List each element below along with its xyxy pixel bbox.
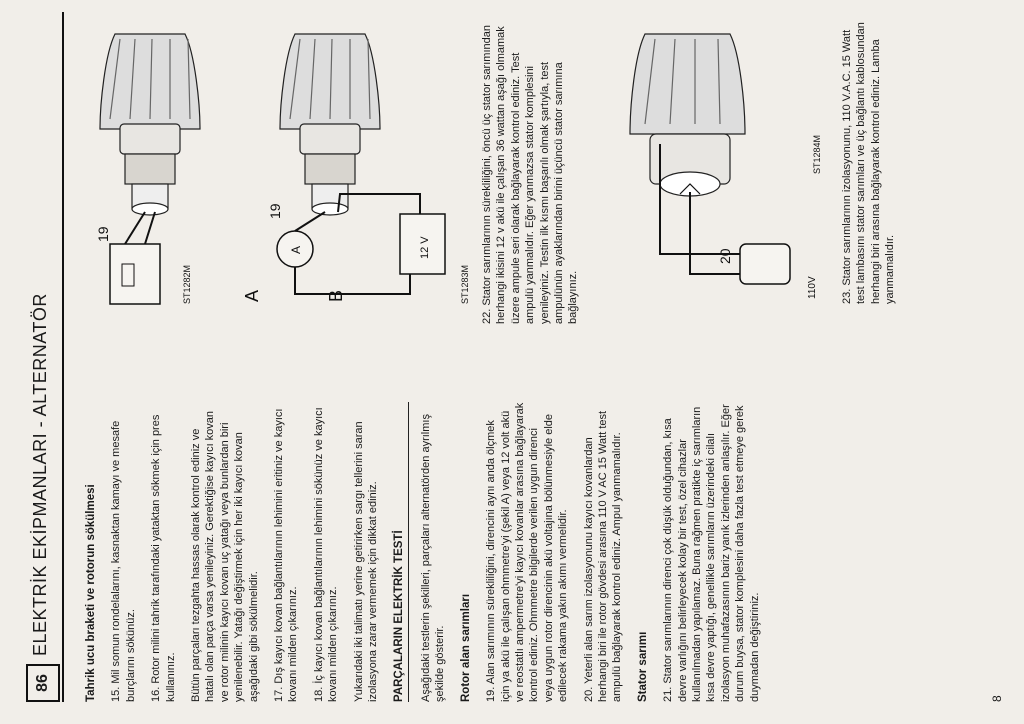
step-23: 23. Stator sarımlarının izolasyonunu, 110 V.A.C. 15 Watt test lambasını stator sarımları ve üç bağlantı kablosundan herhangi biri arasına bağlayarak kontrol ediniz. Lamba yanmamalıdır. xyxy=(841,22,897,304)
header-rule xyxy=(62,12,64,702)
section-heading-removal: Tahrik ucu braketi ve rotorun sökülmesi xyxy=(85,484,97,702)
ammeter-label: A xyxy=(289,245,303,254)
step-22: 22. Stator sarımlarının sürekliliğini, öncü üç stator sarımından herhangi ikisini 12 v akü ile çalışan 36 wattan aşağı olmamak üzere ampule seri olarak bağlayarak kontrol ediniz. Test ampulü yanmalıdır. Eğer yanmazsa stator komplesini yenileyiniz. Testin ilk kısmı başarılı olmak şartıyla, test ampulünün ayaklarından birini üçüncü stator sarımına bağlayınız. xyxy=(481,25,580,324)
figure-b-ammeter-test xyxy=(267,14,480,304)
figure-c-insulation-test xyxy=(620,14,830,304)
test-lamp-icon xyxy=(740,244,790,284)
text-column-right-bottom xyxy=(840,14,909,304)
figure-c-callout: 20 xyxy=(717,248,733,264)
section-heading-electrical-test: PARÇALARIN ELEKTRİK TESTİ xyxy=(392,530,405,702)
figure-b-callout: 19 xyxy=(267,203,283,219)
step-19: 19. Alan sarımının sürekliliğini, direncini aynı anda ölçmek için ya akü ile çalışan ohmmetre'yi (şekil A) veya 12 volt akü ve reostatlı ampermetre'yi kayıcı kovanlar arasına bağlayarak kontrol ediniz. Ohmmetre bilgilerde verilen uygun direnci veya uygun rotor direncinin akü voltajına bölünmesiyle elde edilecek rakama yakın akımı vermelidir. xyxy=(485,402,570,702)
text-column-left xyxy=(84,402,773,702)
figure-b-letter: B xyxy=(326,289,346,302)
section-heading-stator: Stator sarımı xyxy=(636,631,649,702)
ohmmeter-icon xyxy=(110,244,160,304)
step-20: 20. Yeterli alan sarım izolasyonunu kayıcı kovanlardan herhangi biri ile rotor gövdesi arasına 110 V AC 15 Watt test ampulü bağlayarak kontrol ediniz. Ampul yanmamalıdır. xyxy=(582,410,624,702)
text-column-right xyxy=(480,14,592,324)
paragraph-figures-note: Aşağıdaki testlerin şekilleri, parçaları alternatörden ayrılmış şekilde gösterir. xyxy=(419,414,447,702)
section-rule xyxy=(408,402,409,702)
page-header xyxy=(22,12,74,702)
paragraph-inspection: Bütün parçaları tezgahta hassas olarak kontrol ediniz ve hatalı olan parça varsa yenileyiniz. Gerektiğise kayıcı kovan ve rotor milinin kayıcı kovan uç yatağı veya bunlardan biri yenilenebilir. Yatağı değiştirmek için her iki kayıcı kovan aşağıdaki gibi sökülmelidir. xyxy=(190,410,260,702)
step-21: 21. Stator sarımlarının direnci çok düşük olduğundan, kısa devre varlığını belirleyecek kolay bir test, özel cihazlar kullanılmadan yapılamaz. Buna rağmen pratikte iç sarımların kısa devre yaptığı, genellikle sarımların üzerindeki cilalı izolasyon muhafazasının bariz yanık izlerinden anlaşılır. Eğer durum buysa, stator komplesini daha fazla test etmeye gerek duymadan değiştiriniz. xyxy=(662,404,761,702)
figure-a-callout: 19 xyxy=(95,226,111,242)
paragraph-caution: Yukarıdaki iki talimatı yerine getirirken sargı tellerini saran izolasyona zarar vermemek için dikkat ediniz. xyxy=(352,421,380,702)
step-15: 15. Mil somun rondelalarını, kasnaktan kamayı ve mesafe burçlarını sökünüz. xyxy=(110,420,137,702)
figure-a-letter: A xyxy=(242,289,262,302)
battery-label: 12 V xyxy=(419,236,431,259)
section-heading-rotor: Rotor alan sarımları xyxy=(459,593,472,702)
page-number-box: 86 xyxy=(26,664,60,702)
figure-a-ohmmeter-test xyxy=(90,14,280,304)
page-title: ELEKTRİK EKİPMANLARI - ALTERNATÖR xyxy=(30,293,50,656)
page-index: 8 xyxy=(990,695,1004,702)
step-16: 16. Rotor milini tahrik tarafındaki yataktan sökmek için pres kullanınız. xyxy=(150,414,177,702)
step-17: 17. Dış kayıcı kovan bağlantılarının lehimini eritiniz ve kayıcı kovanı milden çıkarınız. xyxy=(273,408,300,702)
figure-c-code: ST1284M xyxy=(812,134,822,174)
lamp-voltage-label: 110V xyxy=(807,276,818,299)
figure-b-code: ST1283M xyxy=(460,264,470,304)
figure-a-code: ST1282M xyxy=(182,264,192,304)
step-18: 18. İç kayıcı kovan bağlantılarının lehimini sökünüz ve kayıcı kovanı milden çıkarınız. xyxy=(312,407,340,702)
